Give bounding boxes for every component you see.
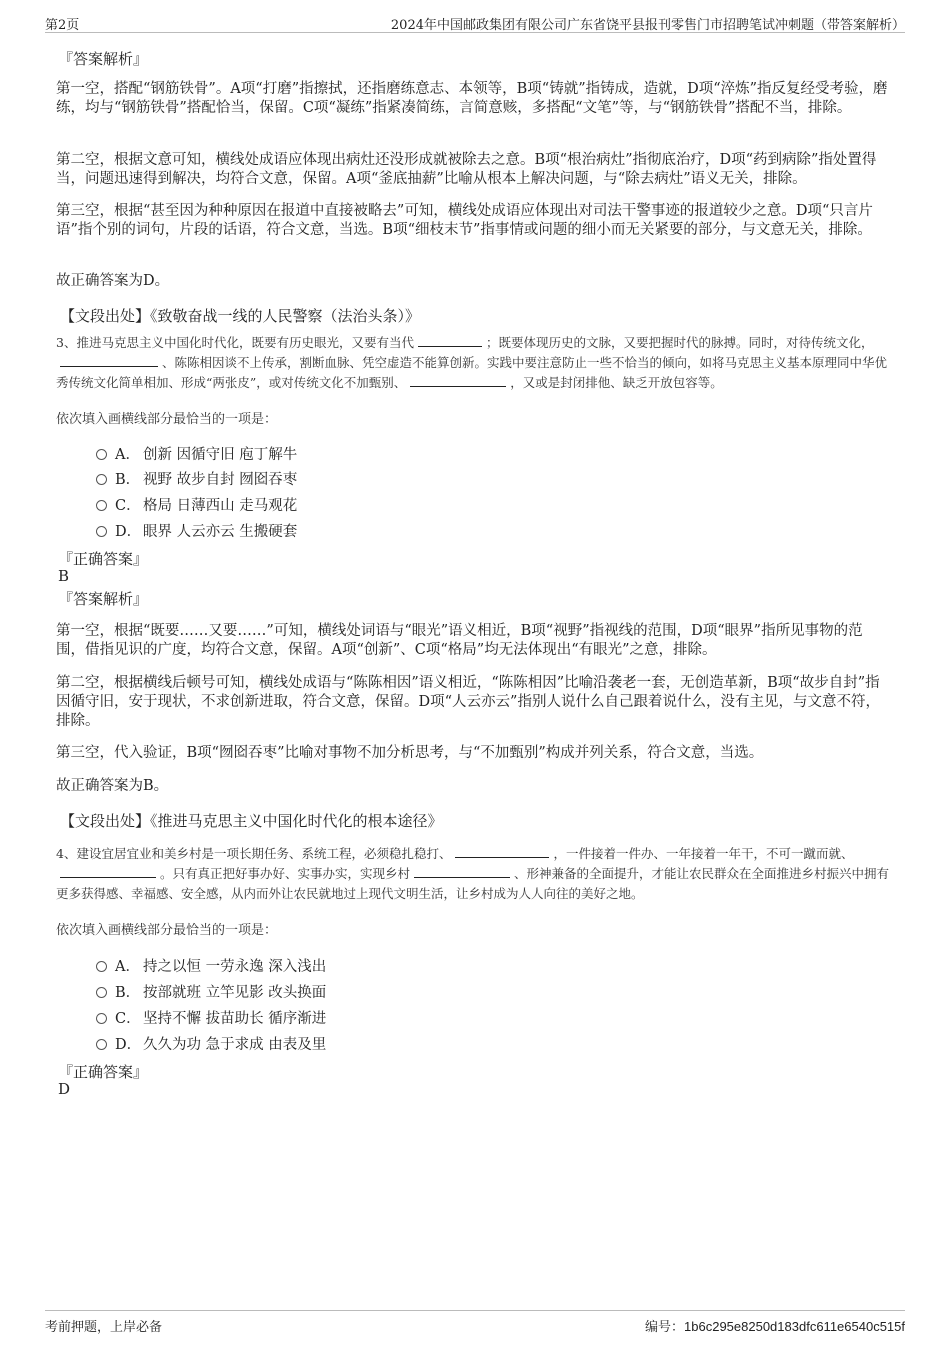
analysis-label: 『答案解析』	[58, 50, 149, 68]
radio-icon[interactable]	[96, 1013, 107, 1024]
radio-icon[interactable]	[96, 500, 107, 511]
page-header	[45, 12, 905, 33]
option-b[interactable]: B． 按部就班 立竿见影 改头换面	[96, 981, 326, 1001]
passage-source: 【文段出处】《推进马克思主义中国化时代化的根本途径》	[60, 812, 443, 830]
analysis-paragraph: 第一空，搭配“钢筋铁骨”。A项“打磨”指擦拭，还指磨练意志、本领等，B项“铸就”指铸成，造就，D项“淬炼”指反复经受考验，磨练，均与“钢筋铁骨”搭配恰当，保留。C项“凝练”指紧凑简练，言简意赅，多搭配“文笔”等，与“钢筋铁骨”搭配不当，排除。	[56, 81, 888, 116]
correct-answer: B	[58, 567, 70, 585]
conclusion: 故正确答案为B。	[56, 778, 169, 794]
fill-blank	[414, 864, 510, 878]
passage-source: 【文段出处】《致敬奋战一线的人民警察（法治头条）》	[60, 307, 421, 325]
analysis-paragraph: 第二空，根据横线后顿号可知，横线处成语与“陈陈相因”语义相近，“陈陈相因”比喻沿袭老一套，无创造革新，B项“故步自封”指因循守旧，安于现状，不求创新进取，符合文意，保留。D项“人云亦云”指别人说什么自己跟着说什么，没有主见，与文意不符，排除。	[56, 675, 880, 729]
correct-answer: D	[58, 1080, 71, 1098]
option-d[interactable]: D． 眼界 人云亦云 生搬硬套	[96, 520, 297, 540]
radio-icon[interactable]	[96, 987, 107, 998]
analysis-paragraph: 第三空，代入验证，B项“囫囵吞枣”比喻对事物不加分析思考，与“不加甄别”构成并列关系，符合文意，当选。	[56, 745, 764, 761]
radio-icon[interactable]	[96, 449, 107, 460]
fill-blank	[60, 864, 156, 878]
conclusion: 故正确答案为D。	[56, 273, 170, 289]
page-number: 第2页	[45, 18, 80, 33]
option-c[interactable]: C． 格局 日薄西山 走马观花	[96, 494, 297, 514]
analysis-label: 『答案解析』	[58, 590, 149, 608]
footer-slogan: 考前押题，上岸必备	[45, 1320, 163, 1335]
question-stem: 4、建设宜居宜业和美乡村是一项长期任务、系统工程，必须稳扎稳打、 ，一件接着一件办、一年接着一年干，不可一蹴而就、。只有真正把好事办好、实事办实，实现乡村 、形神兼备的全面提升，才能让农民群众在全面推进乡村振兴中拥有更多获得感、幸福感、安全感，从内而外让农民就地过上现代文明生活，让乡村成为人人向往的美好之地。	[56, 846, 890, 901]
radio-icon[interactable]	[96, 474, 107, 485]
option-c[interactable]: C． 坚持不懈 拔苗助长 循序渐进	[96, 1007, 326, 1027]
page-footer	[45, 1310, 905, 1333]
option-a[interactable]: A． 创新 因循守旧 庖丁解牛	[96, 443, 297, 463]
fill-blank	[455, 844, 549, 858]
analysis-paragraph: 第三空，根据“甚至因为种种原因在报道中直接被略去”可知，横线处成语应体现出对司法干警事迹的报道较少之意。D项“只言片语”指个别的词句，片段的话语，符合文意，当选。B项“细枝末节”指事情或问题的细小而无关紧要的部分，与文意无关，排除。	[56, 203, 873, 238]
question-prompt: 依次填入画横线部分最恰当的一项是：	[56, 923, 278, 938]
fill-blank	[410, 373, 506, 387]
correct-answer-label: 『正确答案』	[58, 1063, 149, 1081]
question-stem: 3、推进马克思主义中国化时代化，既要有历史眼光，又要有当代 ；既要体现历史的文脉，又要把握时代的脉搏。同时，对待传统文化，、陈陈相因谈不上传承，割断血脉、凭空虚造不能算创新。实践中要注意防止一些不恰当的倾向，如将马克思主义基本原理同中华优秀传统文化简单相加、形成“两张皮”，或对传统文化不加甄别、 ，又或是封闭排他、缺乏开放包容等。	[56, 335, 888, 390]
fill-blank	[418, 333, 482, 347]
correct-answer-label: 『正确答案』	[58, 550, 149, 568]
option-d[interactable]: D． 久久为功 急于求成 由表及里	[96, 1033, 326, 1053]
option-b[interactable]: B． 视野 故步自封 囫囵吞枣	[96, 468, 297, 488]
analysis-paragraph: 第一空，根据“既要……又要……”可知，横线处词语与“眼光”语义相近，B项“视野”指视线的范围，D项“眼界”指所见事物的范围，借指见识的广度，均符合文意，保留。A项“创新”、C项“格局”均无法体现出“有眼光”之意，排除。	[56, 623, 863, 658]
radio-icon[interactable]	[96, 526, 107, 537]
document-title: 2024年中国邮政集团有限公司广东省饶平县报刊零售门市招聘笔试冲刺题（带答案解析）	[390, 18, 905, 33]
question-prompt: 依次填入画横线部分最恰当的一项是：	[56, 412, 278, 427]
analysis-paragraph: 第二空，根据文意可知，横线处成语应体现出病灶还没形成就被除去之意。B项“根治病灶”指彻底治疗，D项“药到病除”指处置得当，问题迅速得到解决，均符合文意，保留。A项“釜底抽薪”比喻从根本上解决问题，与“除去病灶”语义无关，排除。	[56, 152, 877, 187]
document-code: 编号：1b6c295e8250d183dfc611e6540c515f	[645, 1319, 905, 1334]
option-a[interactable]: A． 持之以恒 一劳永逸 深入浅出	[96, 955, 326, 975]
radio-icon[interactable]	[96, 961, 107, 972]
radio-icon[interactable]	[96, 1039, 107, 1050]
fill-blank	[60, 353, 158, 367]
